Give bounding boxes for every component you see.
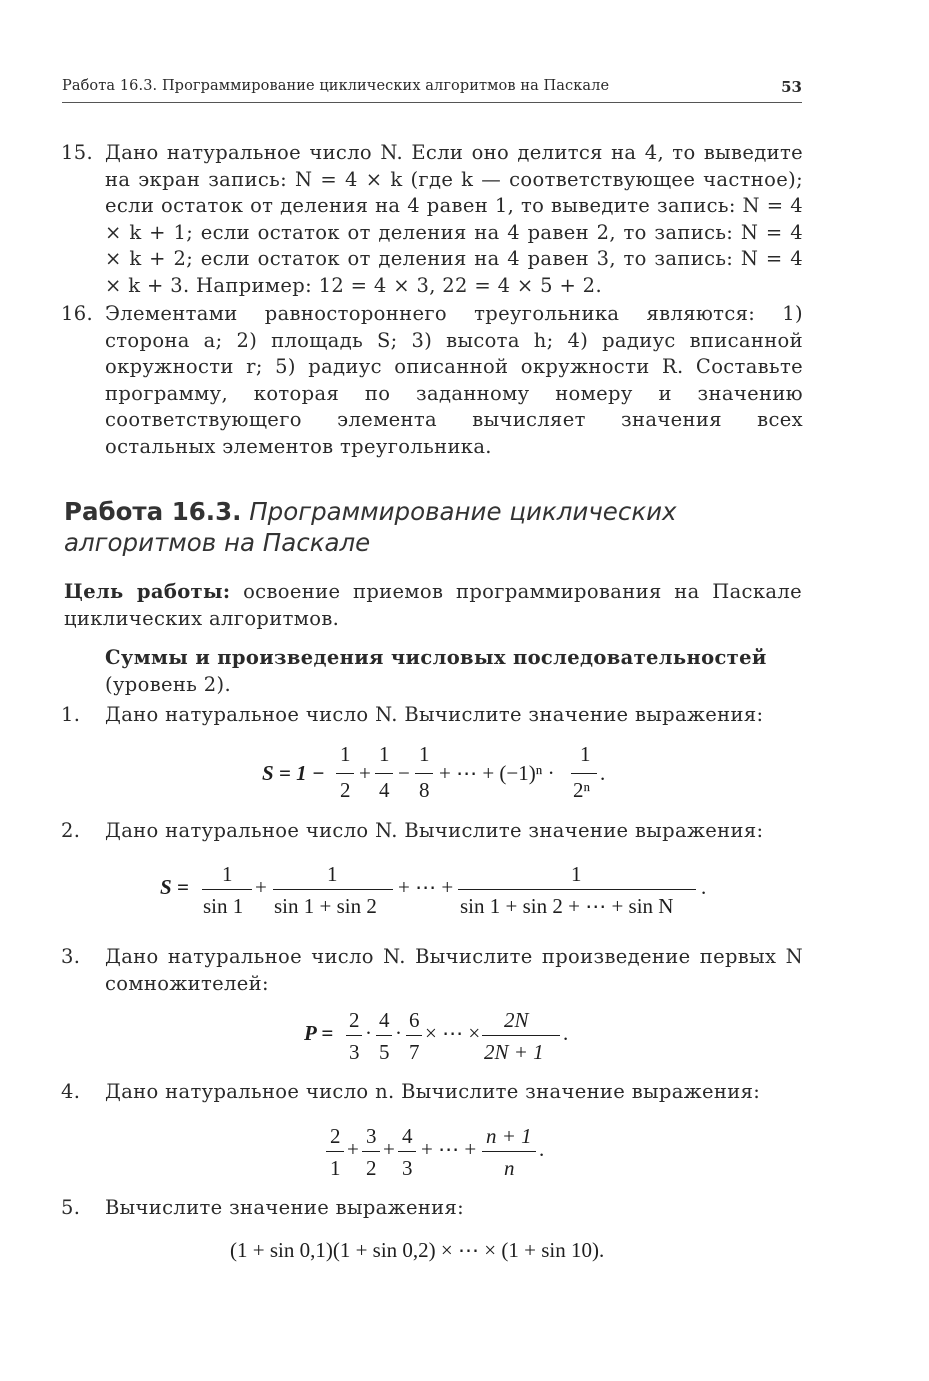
fraction-denominator: 3 xyxy=(349,1040,360,1064)
subheading xyxy=(105,645,803,698)
task-text: Вычислите значение выражения: xyxy=(105,1196,465,1219)
fraction-numerator: 2 xyxy=(330,1124,341,1148)
fraction-denominator: 2 xyxy=(340,778,351,802)
task-text: Дано натуральное число N. Вычислите значение выражения: xyxy=(105,703,764,726)
formula-end: . xyxy=(600,761,606,785)
fraction-denominator: 3 xyxy=(402,1156,413,1180)
fraction-denominator: 2ⁿ xyxy=(573,778,591,802)
fraction-bar xyxy=(482,1151,536,1152)
formula-end: . xyxy=(539,1137,545,1161)
fraction-denominator: 2 xyxy=(366,1156,377,1180)
task-5 xyxy=(61,1195,803,1222)
fraction-bar xyxy=(202,889,252,890)
formula-middle: + ⋯ + xyxy=(421,1137,477,1161)
exercise-number: 16. xyxy=(61,302,94,325)
task-text: Дано натуральное число n. Вычислите значение выражения: xyxy=(105,1080,761,1103)
section-heading xyxy=(64,496,804,558)
fraction-denominator: 5 xyxy=(379,1040,390,1064)
fraction-denominator: sin 1 + sin 2 xyxy=(274,894,377,918)
task-number: 1. xyxy=(61,703,81,726)
fraction-numerator: 1 xyxy=(419,742,430,766)
fraction-denominator: sin 1 xyxy=(203,894,244,918)
subheading-level: (уровень 2). xyxy=(105,672,232,696)
fraction-bar xyxy=(376,1035,392,1036)
formula-operator: + xyxy=(255,875,267,899)
exercise-15 xyxy=(61,140,803,299)
fraction-numerator: 1 xyxy=(222,862,233,886)
fraction-denominator: 4 xyxy=(379,778,390,802)
exercise-text: Дано натуральное число N. Если оно делится на 4, то выведите на экран запись: N = 4 × k (где k — соответствующее частное); если остаток от деления на 4 равен 1, то выведите запись: N = 4 × k + 1; если остаток от деления на 4 равен 2, то запись: N = 4 × k + 2; если остаток от деления на 4 равен 3, то запись: N = 4 × k + 3. Например: 12 = 4 × 3, 22 = 4 × 5 + 2. xyxy=(105,141,803,297)
task-text: Дано натуральное число N. Вычислите значение выражения: xyxy=(105,819,764,842)
fraction-bar xyxy=(571,773,597,774)
formula-operator: − xyxy=(398,761,410,785)
formula-middle: + ⋯ + (−1)ⁿ · xyxy=(439,761,555,785)
formula-operator: + xyxy=(359,761,371,785)
fraction-bar xyxy=(346,1035,362,1036)
fraction-numerator: 1 xyxy=(327,862,338,886)
goal-paragraph xyxy=(64,579,802,632)
fraction-numerator: 1 xyxy=(571,862,582,886)
task-number: 5. xyxy=(61,1196,81,1219)
fraction-numerator: 3 xyxy=(366,1124,377,1148)
subheading-bold: Суммы и произведения числовых последовательностей xyxy=(105,646,767,669)
exercise-number: 15. xyxy=(61,141,94,164)
fraction-numerator: 1 xyxy=(340,742,351,766)
header-rule xyxy=(62,102,802,103)
fraction-numerator: 6 xyxy=(409,1008,420,1032)
goal-text: освоение приемов программирования на Паскале циклических алгоритмов. xyxy=(64,580,802,630)
fraction-bar xyxy=(415,773,433,774)
fraction-denominator: n xyxy=(504,1156,515,1180)
task-number: 3. xyxy=(61,945,81,968)
fraction-denominator: sin 1 + sin 2 + ⋯ + sin N xyxy=(460,894,674,918)
formula-lhs: S = xyxy=(160,875,189,899)
task-2 xyxy=(61,818,803,845)
fraction-numerator: 4 xyxy=(402,1124,413,1148)
formula-lhs: P = xyxy=(304,1021,334,1045)
formula-sum-sines xyxy=(160,862,720,926)
fraction-numerator: 1 xyxy=(379,742,390,766)
fraction-denominator: 2N + 1 xyxy=(484,1040,544,1064)
formula-text: (1 + sin 0,1)(1 + sin 0,2) × ⋯ × (1 + sin 10). xyxy=(230,1238,605,1262)
fraction-denominator: 8 xyxy=(419,778,430,802)
formula-end: . xyxy=(701,875,707,899)
fraction-numerator: n + 1 xyxy=(486,1124,532,1148)
formula-middle: + ⋯ + xyxy=(398,875,454,899)
section-title: Программирование циклических алгоритмов на Паскале xyxy=(64,497,677,557)
formula-sum-ratios xyxy=(326,1124,566,1188)
formula-product xyxy=(304,1008,584,1072)
fraction-bar xyxy=(362,1151,380,1152)
exercise-text: Элементами равностороннего треугольника являются: 1) сторона a; 2) площадь S; 3) высота h; 4) радиус вписанной окружности r; 5) радиус описанной окружности R. Составьте программу, которая по заданному номеру и значению соответствующего элемента вычисляет значения всех остальных элементов треугольника. xyxy=(105,302,803,458)
fraction-numerator: 2N xyxy=(504,1008,529,1032)
task-1 xyxy=(61,702,803,729)
formula-operator: · xyxy=(365,1021,372,1045)
goal-label: Цель работы: xyxy=(64,580,231,603)
formula-lhs: S = 1 − xyxy=(262,761,325,785)
page-number: 53 xyxy=(781,78,802,96)
formula-operator: + xyxy=(383,1137,395,1161)
formula-middle: × ⋯ × xyxy=(425,1021,481,1045)
running-header xyxy=(62,78,802,102)
task-text: Дано натуральное число N. Вычислите произведение первых N сомножителей: xyxy=(105,945,803,995)
fraction-bar xyxy=(326,1151,344,1152)
fraction-bar xyxy=(458,889,696,890)
formula-sine-product xyxy=(230,1238,650,1268)
fraction-bar xyxy=(398,1151,416,1152)
fraction-denominator: 1 xyxy=(330,1156,341,1180)
task-3 xyxy=(61,944,803,997)
exercise-16 xyxy=(61,301,803,460)
running-title: Работа 16.3. Программирование циклических алгоритмов на Паскале xyxy=(62,78,610,94)
task-number: 4. xyxy=(61,1080,81,1103)
fraction-bar xyxy=(406,1035,422,1036)
formula-sum-alternating xyxy=(262,742,622,806)
fraction-bar xyxy=(482,1035,560,1036)
fraction-bar xyxy=(273,889,393,890)
task-4 xyxy=(61,1079,803,1106)
task-number: 2. xyxy=(61,819,81,842)
fraction-numerator: 1 xyxy=(580,742,591,766)
fraction-bar xyxy=(375,773,393,774)
fraction-numerator: 2 xyxy=(349,1008,360,1032)
formula-operator: · xyxy=(395,1021,402,1045)
formula-end: . xyxy=(563,1021,569,1045)
section-number: Работа 16.3. xyxy=(64,497,242,526)
fraction-denominator: 7 xyxy=(409,1040,420,1064)
formula-operator: + xyxy=(347,1137,359,1161)
fraction-bar xyxy=(336,773,354,774)
fraction-numerator: 4 xyxy=(379,1008,390,1032)
